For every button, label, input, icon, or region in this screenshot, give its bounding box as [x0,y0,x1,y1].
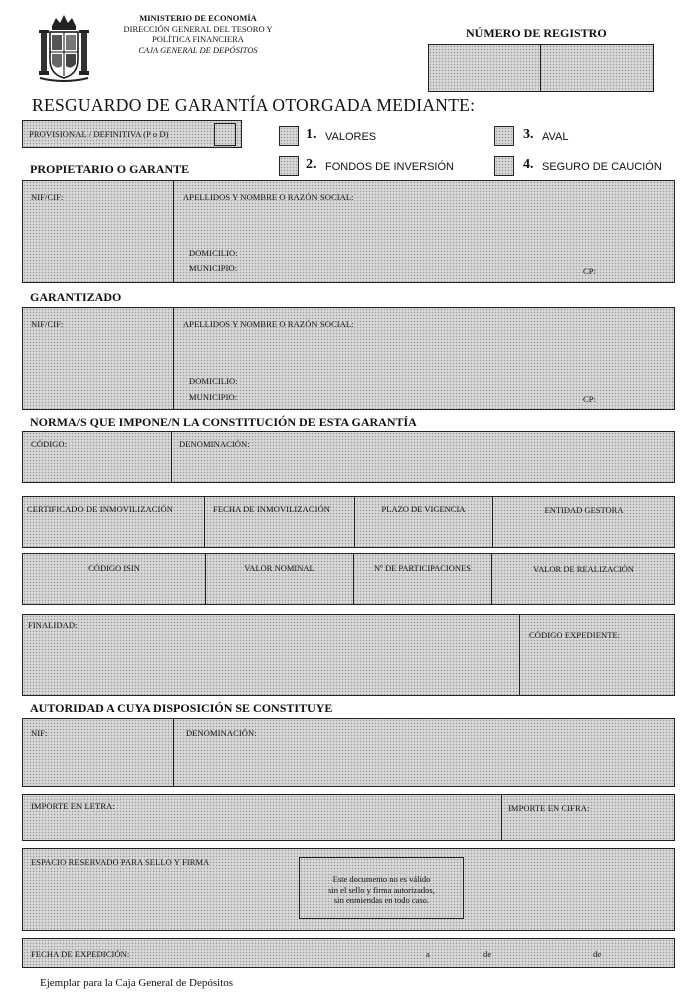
option-aval-label: AVAL [542,131,569,143]
plazo-label: PLAZO DE VIGENCIA [381,504,466,514]
notice-line3: sin enmiendas en todo caso. [333,895,430,905]
ministry-caja: CAJA GENERAL DE DEPÓSITOS [138,44,258,55]
expedicion-label: FECHA DE EXPEDICIÓN: [31,949,130,959]
option-valores-number: 1. [306,127,317,142]
expedicion-de1: de [483,949,492,959]
coat-of-arms-logo [38,12,90,84]
garantizado-cp-label: CP: [583,394,597,404]
propietario-block[interactable] [22,180,675,283]
option-valores-label: VALORES [325,131,377,143]
notice-line1: Este documento no es válido [332,874,431,884]
importe-letra-label: IMPORTE EN LETRA: [31,801,115,811]
valores-block[interactable] [22,553,675,605]
autoridad-title: AUTORIDAD A CUYA DISPOSICIÓN SE CONSTITUYE [30,701,333,715]
option-fondos-label: FONDOS DE INVERSIÓN [325,161,454,173]
propietario-cp-label: CP: [583,266,597,276]
option-valores-checkbox[interactable] [279,126,299,146]
sello-block[interactable] [22,848,675,931]
ministry-header [108,13,288,55]
normas-block[interactable] [22,431,675,483]
provisional-label: PROVISIONAL / DEFINITIVA (P o D) [29,129,169,139]
certificado-label: CERTIFICADO DE INMOVILIZACIÓN [27,504,173,514]
importe-cifra-label: IMPORTE EN CIFRA: [508,803,590,813]
option-seguro-label: SEGURO DE CAUCIÓN [542,161,662,173]
garantizado-apellidos-label: APELLIDOS Y NOMBRE O RAZÓN SOCIAL: [183,319,354,329]
propietario-nif-label: NIF/CIF: [31,192,64,202]
normas-codigo-label: CÓDIGO: [31,439,68,449]
option-fondos-number: 2. [306,157,317,172]
option-fondos-checkbox[interactable] [279,156,299,176]
option-aval-number: 3. [523,127,534,142]
ministry-dept-line2: POLÍTICA FINANCIERA [152,34,244,44]
propietario-municipio-label: MUNICIPIO: [189,263,238,273]
option-aval-checkbox[interactable] [494,126,514,146]
registro-field[interactable] [428,44,654,92]
entidad-label: ENTIDAD GESTORA [544,505,624,515]
notice-line2: sin el sello y firma autorizados, [328,884,435,895]
autoridad-nif-label: NIF: [31,728,48,738]
propietario-domicilio-label: DOMICILIO: [189,248,238,258]
sello-label: ESPACIO RESERVADO PARA SELLO Y FIRMA [31,857,210,867]
validity-notice [299,857,464,919]
footer-note: Ejemplar para la Caja General de Depósitos [40,977,234,989]
garantizado-nif-label: NIF/CIF: [31,319,64,329]
provisional-field [22,120,242,148]
inmovilizacion-block[interactable] [22,496,675,548]
ministry-dept-line1: DIRECCIÓN GENERAL DEL TESORO Y [123,23,273,34]
expediente-label: CÓDIGO EXPEDIENTE: [529,630,621,640]
expedicion-de2: de [593,949,602,959]
fecha-inmovilizacion-label: FECHA DE INMOVILIZACIÓN [213,504,331,514]
autoridad-denominacion-label: DENOMINACIÓN: [186,728,257,738]
garantizado-block[interactable] [22,307,675,410]
provisional-input[interactable] [214,123,236,146]
registro-title: NÚMERO DE REGISTRO [466,26,607,40]
option-seguro-number: 4. [523,157,534,172]
finalidad-block[interactable] [22,614,675,696]
expedicion-block[interactable] [22,938,675,968]
propietario-title: PROPIETARIO O GARANTE [30,162,190,176]
garantizado-title: GARANTIZADO [30,290,122,304]
autoridad-block[interactable] [22,718,675,787]
finalidad-label: FINALIDAD: [28,620,78,630]
garantizado-domicilio-label: DOMICILIO: [189,376,238,386]
page-title: RESGUARDO DE GARANTÍA OTORGADA MEDIANTE: [32,95,476,115]
ministry-name: MINISTERIO DE ECONOMÍA [139,13,257,23]
option-seguro-checkbox[interactable] [494,156,514,176]
importe-block[interactable] [22,794,675,841]
normas-denominacion-label: DENOMINACIÓN: [179,439,250,449]
expedicion-a: a [426,949,430,959]
valor-nominal-label: VALOR NOMINAL [244,563,315,573]
normas-title: NORMA/S QUE IMPONE/N LA CONSTITUCIÓN DE ESTA GARANTÍA [30,415,417,429]
isin-label: CÓDIGO ISIN [88,563,140,573]
garantizado-municipio-label: MUNICIPIO: [189,392,238,402]
participaciones-label: Nº DE PARTICIPACIONES [374,563,471,573]
propietario-apellidos-label: APELLIDOS Y NOMBRE O RAZÓN SOCIAL: [183,192,354,202]
valor-realizacion-label: VALOR DE REALIZACIÓN [533,564,634,574]
